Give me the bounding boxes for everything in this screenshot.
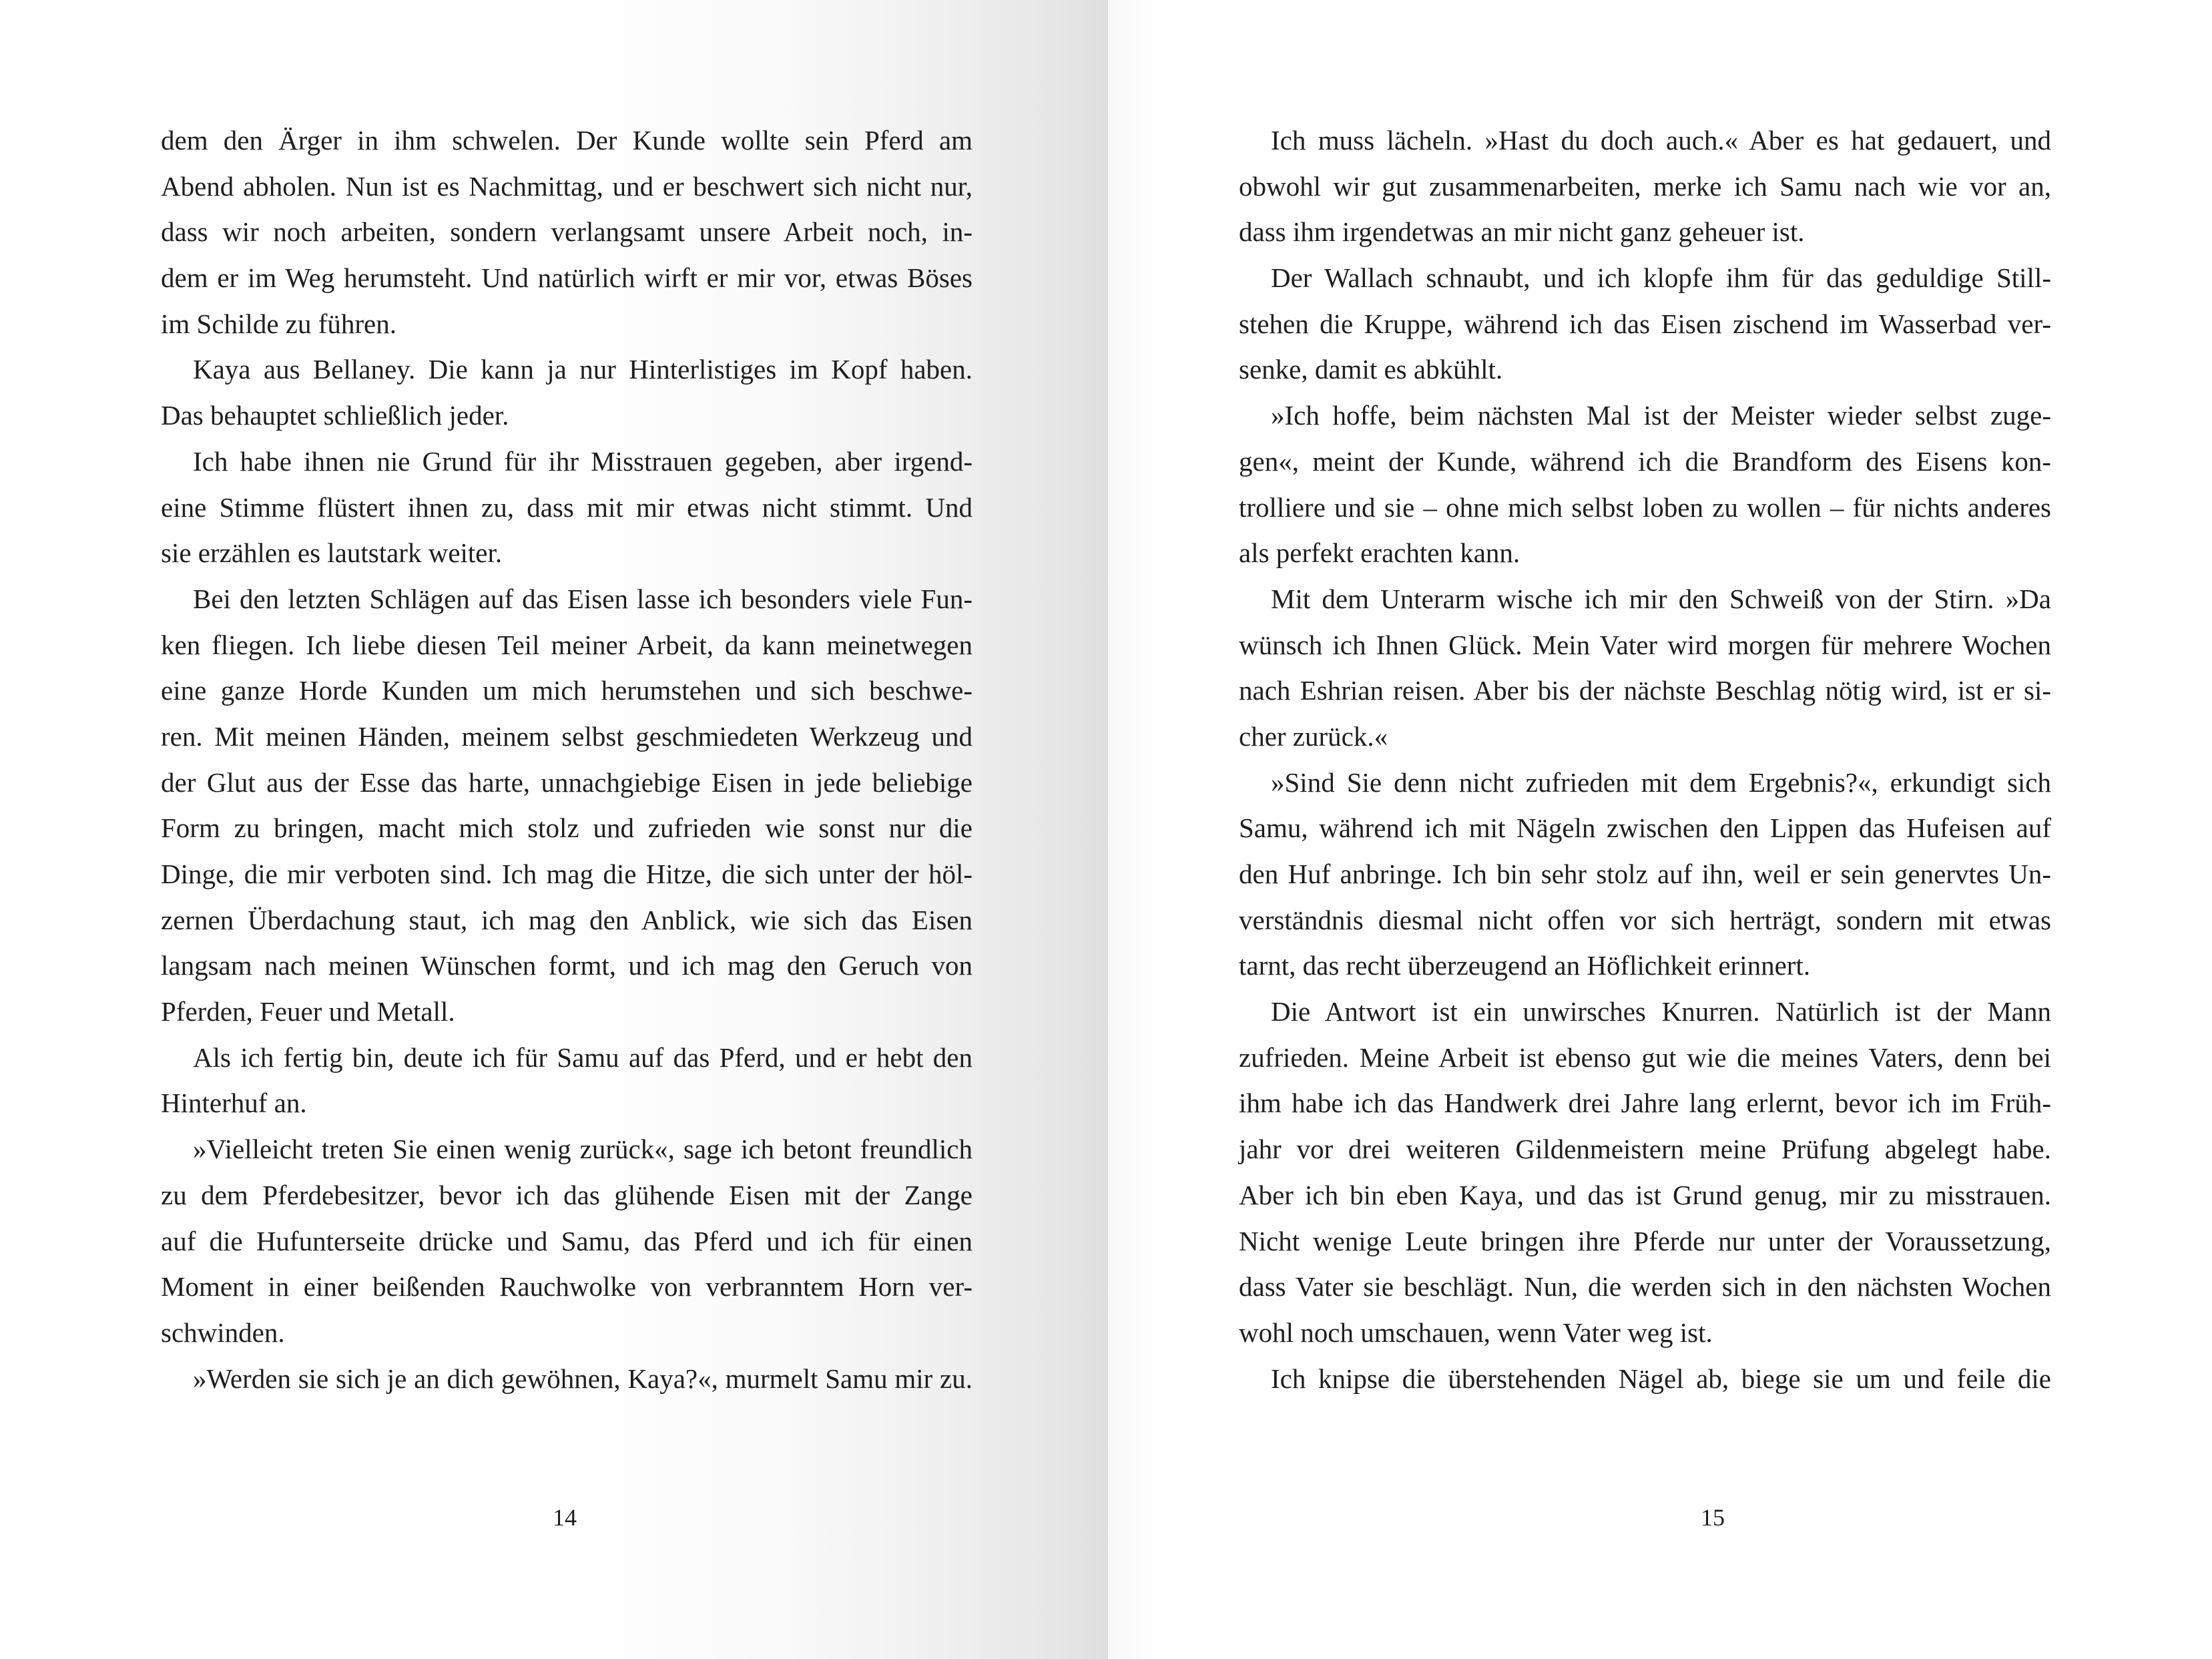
text-line: Das behauptet schließlich jeder. bbox=[161, 400, 509, 431]
text-line: Bei den letzten Schlägen auf das Eisen lasse ich besonders viele Fun- bbox=[193, 583, 973, 614]
text-line: »Werden sie sich je an dich gewöhnen, Kaya?«, murmelt Samu mir zu. bbox=[193, 1363, 973, 1394]
text-line: ihm habe ich das Handwerk drei Jahre lang erlernt, bevor ich im Früh- bbox=[1239, 1088, 2051, 1119]
right-page-number: 15 bbox=[1701, 1504, 1725, 1531]
text-line: senke, damit es abkühlt. bbox=[1239, 354, 1503, 385]
text-line: trolliere und sie – ohne mich selbst loben zu wollen – für nichts anderes bbox=[1239, 491, 2051, 523]
text-line: gen«, meint der Kunde, während ich die Brandform des Eisens kon- bbox=[1239, 445, 2051, 477]
text-line: Als ich fertig bin, deute ich für Samu auf das Pferd, und er hebt den bbox=[193, 1041, 973, 1073]
right-page bbox=[1108, 0, 2212, 1659]
text-line: auf die Hufunterseite drücke und Samu, das Pferd und ich für einen bbox=[161, 1225, 973, 1256]
text-line: den Huf anbringe. Ich bin sehr stolz auf ihn, weil er sein genervtes Un- bbox=[1239, 859, 2051, 889]
right-page-text bbox=[1239, 117, 2051, 1401]
text-line: stehen die Kruppe, während ich das Eisen zischend im Wasserbad ver- bbox=[1239, 308, 2051, 339]
text-line: Dinge, die mir verboten sind. Ich mag die Hitze, die sich unter der höl- bbox=[161, 859, 973, 889]
text-line: wünsch ich Ihnen Glück. Mein Vater wird morgen für mehrere Wochen bbox=[1239, 629, 2051, 660]
text-line: jahr vor drei weiteren Gildenmeistern meine Prüfung abgelegt habe. bbox=[1239, 1134, 2051, 1165]
text-line: Hinterhuf an. bbox=[161, 1088, 307, 1119]
text-line: tarnt, das recht überzeugend an Höflichkeit erinnert. bbox=[1239, 950, 1811, 981]
left-page-text bbox=[161, 117, 973, 1401]
text-line: dem er im Weg herumsteht. Und natürlich wirft er mir vor, etwas Böses bbox=[161, 262, 973, 294]
text-line: Der Wallach schnaubt, und ich klopfe ihm für das geduldige Still- bbox=[1271, 262, 2051, 294]
text-line: obwohl wir gut zusammenarbeiten, merke ich Samu nach wie vor an, bbox=[1239, 170, 2051, 202]
text-line: im Schilde zu führen. bbox=[161, 308, 396, 339]
text-line: Form zu bringen, macht mich stolz und zufrieden wie sonst nur die bbox=[161, 812, 973, 844]
text-line: ren. Mit meinen Händen, meinem selbst geschmiedeten Werkzeug und bbox=[161, 720, 973, 752]
text-line: Ich habe ihnen nie Grund für ihr Misstrauen gegeben, aber irgend- bbox=[193, 445, 973, 477]
text-line: Ich muss lächeln. »Hast du doch auch.« Aber es hat gedauert, und bbox=[1271, 125, 2051, 156]
text-line: Moment in einer beißenden Rauchwolke von verbranntem Horn ver- bbox=[161, 1271, 973, 1302]
text-line: Aber ich bin eben Kaya, und das ist Grund genug, mir zu misstrauen. bbox=[1239, 1179, 2051, 1210]
text-line: nach Eshrian reisen. Aber bis der nächste Beschlag nötig wird, ist er si- bbox=[1239, 675, 2051, 706]
text-line: Mit dem Unterarm wische ich mir den Schweiß von der Stirn. »Da bbox=[1271, 583, 2051, 614]
text-line: Samu, während ich mit Nägeln zwischen den Lippen das Hufeisen auf bbox=[1239, 812, 2051, 844]
text-line: Kaya aus Bellaney. Die kann ja nur Hinterlistiges im Kopf haben. bbox=[193, 354, 973, 385]
text-line: »Vielleicht treten Sie einen wenig zurück«, sage ich betont freundlich bbox=[193, 1134, 973, 1165]
text-line: »Ich hoffe, beim nächsten Mal ist der Meister wieder selbst zuge- bbox=[1271, 400, 2051, 431]
text-line: schwinden. bbox=[161, 1317, 285, 1348]
text-line: langsam nach meinen Wünschen formt, und ich mag den Geruch von bbox=[161, 950, 973, 981]
text-line: zernen Überdachung staut, ich mag den Anblick, wie sich das Eisen bbox=[161, 904, 973, 935]
text-line: dass wir noch arbeiten, sondern verlangsamt unsere Arbeit noch, in- bbox=[161, 216, 973, 248]
text-line: ken fliegen. Ich liebe diesen Teil meiner Arbeit, da kann meinetwegen bbox=[161, 629, 973, 660]
text-line: Pferden, Feuer und Metall. bbox=[161, 996, 455, 1027]
text-line: eine Stimme flüstert ihnen zu, dass mit mir etwas nicht stimmt. Und bbox=[161, 491, 973, 523]
text-line: zu dem Pferdebesitzer, bevor ich das glühende Eisen mit der Zange bbox=[161, 1179, 973, 1210]
left-page-number: 14 bbox=[553, 1504, 577, 1531]
text-line: Abend abholen. Nun ist es Nachmittag, und er beschwert sich nicht nur, bbox=[161, 170, 973, 202]
text-line: cher zurück.« bbox=[1239, 720, 1388, 752]
text-line: dass ihm irgendetwas an mir nicht ganz geheuer ist. bbox=[1239, 216, 1805, 248]
text-line: dass Vater sie beschlägt. Nun, die werden sich in den nächsten Wochen bbox=[1239, 1271, 2051, 1302]
text-line: sie erzählen es lautstark weiter. bbox=[161, 537, 503, 569]
text-line: Ich knipse die überstehenden Nägel ab, biege sie um und feile die bbox=[1271, 1363, 2051, 1394]
text-line: dem den Ärger in ihm schwelen. Der Kunde wollte sein Pferd am bbox=[161, 125, 973, 156]
text-line: verständnis diesmal nicht offen vor sich herträgt, sondern mit etwas bbox=[1239, 904, 2051, 935]
text-line: der Glut aus der Esse das harte, unnachgiebige Eisen in jede beliebige bbox=[161, 766, 973, 798]
text-line: eine ganze Horde Kunden um mich herumstehen und sich beschwe- bbox=[161, 675, 973, 706]
text-line: als perfekt erachten kann. bbox=[1239, 537, 1520, 569]
text-line: »Sind Sie denn nicht zufrieden mit dem Ergebnis?«, erkundigt sich bbox=[1271, 766, 2051, 798]
text-line: Die Antwort ist ein unwirsches Knurren. Natürlich ist der Mann bbox=[1271, 996, 2051, 1027]
text-line: wohl noch umschauen, wenn Vater weg ist. bbox=[1239, 1317, 1713, 1348]
text-line: zufrieden. Meine Arbeit ist ebenso gut wie die meines Vaters, denn bei bbox=[1239, 1041, 2051, 1073]
text-line: Nicht wenige Leute bringen ihre Pferde nur unter der Voraussetzung, bbox=[1239, 1225, 2051, 1256]
